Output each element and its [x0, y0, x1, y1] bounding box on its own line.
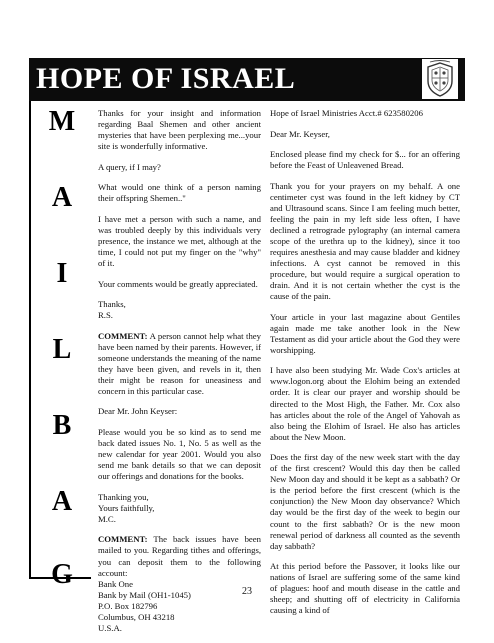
- address-line: Columbus, OH 43218: [98, 611, 175, 622]
- letter-paragraph: I have also been studying Mr. Wade Cox's articles at www.logon.org about the Elohim being an extended order. It is clear our prayer and worship should be directed to the Most High, the Father. Mr. Cox also has articles about the role of the Angel of Yahovah as also being the Elohim of Israel. He also has articles about the New Moon.: [270, 365, 460, 442]
- signoff-line: Thanks,: [98, 299, 126, 310]
- sidebar-letter-b: B: [52, 410, 72, 441]
- comment-paragraph: [98, 534, 261, 578]
- letter-paragraph: Please would you be so kind as to send me back dated issues No. 1, No. 5 as well as the new calendar for year 2001. Would you also send me bank details so that we can deposit our offerings and donations for the books.: [98, 427, 261, 482]
- sidebar-letter-a2: A: [51, 486, 73, 517]
- comment-label: COMMENT:: [98, 330, 148, 341]
- letter-paragraph: Thank you for your prayers on my behalf. A one centimeter cyst was found in the left kidney by CT and Ultrasound scans. Since I am feeling much better, feeling the pain in my left side less often, I have declined a retrograde pylography (an internal camera scope of the urethra up to the kidney), since it too requires anesthesia and may cause bladder and kidney infections. A cyst cannot be removed in this procedure, but would require a surgical operation to drain. And it is not certain whether the cyst is the cause of the pain.: [270, 180, 460, 302]
- mailbag-sidebar: [29, 101, 91, 590]
- page-number: 23: [242, 586, 252, 597]
- header-banner: [29, 58, 465, 101]
- signoff-line: M.C.: [98, 513, 116, 524]
- right-text-column: [270, 108, 460, 616]
- signoff-line: Yours faithfully,: [98, 502, 155, 513]
- address-line: U.S.A.: [98, 622, 122, 633]
- letter-paragraph: Your article in your last magazine about Gentiles again made me take another look in the New Testament as did your article about the God they were worshipping.: [270, 311, 460, 355]
- comment-label: COMMENT:: [98, 534, 148, 545]
- letter-paragraph: Does the first day of the new week start with the day of the first crescent? Would this day then be called New Moon day and should it be kept as a sabbath? Or is the period before the first crescent (which is the conjunction) the New Moon day observance? Which day would be the first day of the week to begin our count to the first sabbath? Or is the new moon renewal period of darkness all counted as the seventh day sabbath?: [270, 452, 460, 551]
- letter-paragraph: At this period before the Passover, it looks like our nations of Israel are suffering some of the same kind of plagues: hoof and mouth disease in the cattle and sheep; and shutting off of electricity in California causing a kind of: [270, 561, 460, 616]
- signoff-line: R.S.: [98, 310, 113, 321]
- address-line: Bank One: [98, 578, 133, 589]
- comment-paragraph: [98, 331, 261, 397]
- letter-paragraph: A query, if I may?: [98, 161, 161, 172]
- address-line: Bank by Mail (OH1-1045): [98, 589, 191, 600]
- letter-salutation: Dear Mr. Keyser,: [270, 128, 330, 139]
- sidebar-letter-m: M: [48, 106, 76, 137]
- signoff-line: Thanking you,: [98, 491, 149, 502]
- publication-title: HOPE OF ISRAEL: [36, 62, 296, 95]
- emblem-seal-icon: [422, 59, 458, 99]
- sidebar-letter-i: I: [56, 258, 68, 289]
- letter-paragraph: What would one think of a person naming their offspring Shemen..": [98, 182, 261, 204]
- letter-salutation: Dear Mr. John Keyser:: [98, 406, 178, 417]
- letter-paragraph: I have met a person with such a name, and was troubled deeply by this individuals very presence, the instance we met, although at the time, I could not put my finger on the "why" of it.: [98, 213, 261, 269]
- left-text-column: [98, 108, 261, 643]
- comment-text: A person cannot help what they have been named by their parents. However, if someone understands the meaning of the name they have been given, and revels in it, then their might be reason for uneasiness and concern in this particular case.: [98, 330, 261, 396]
- letter-signoff: [98, 492, 261, 525]
- comment-text: The back issues have been mailed to you. Regarding tithes and offerings, you can deposit them to the following account:: [98, 534, 261, 578]
- sidebar-letter-l: L: [52, 334, 72, 365]
- account-reference: Hope of Israel Ministries Acct.# 623580206: [270, 108, 423, 118]
- letter-paragraph: Enclosed please find my check for $... for an offering before the Feast of Unleavened Bread.: [270, 149, 460, 171]
- sidebar-letter-a: A: [51, 182, 73, 213]
- sidebar-letter-g: G: [51, 559, 73, 590]
- letter-paragraph: Your comments would be greatly appreciated.: [98, 278, 258, 289]
- letter-signoff: [98, 299, 261, 321]
- address-line: P.O. Box 182796: [98, 600, 158, 611]
- letter-paragraph: Thanks for your insight and information regarding Baal Shemen and other ancient mysteries that have been perplexing me...your site is wonderfully informative.: [98, 108, 261, 152]
